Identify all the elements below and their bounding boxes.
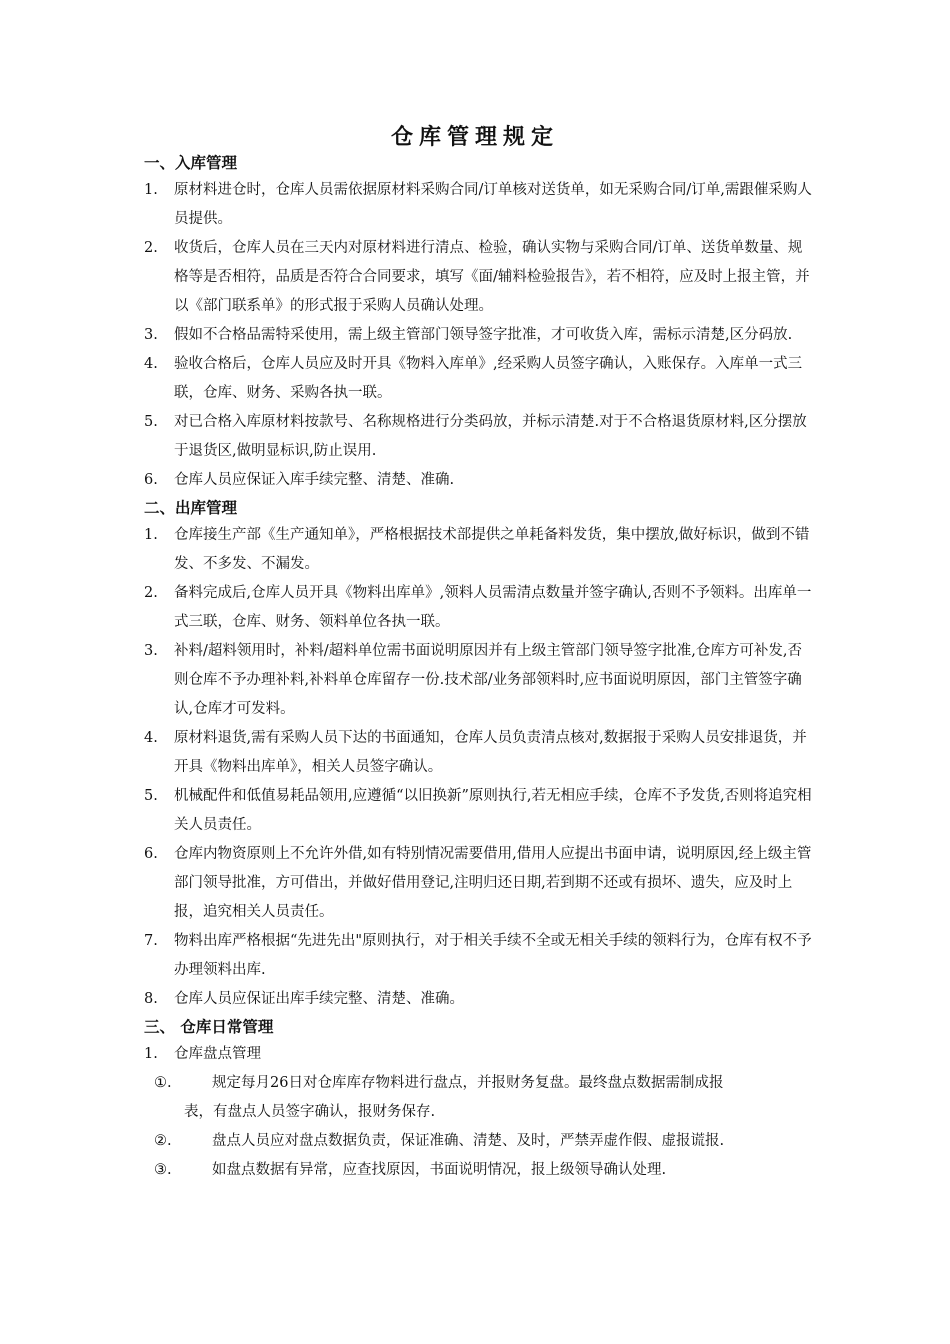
list-item: 4. 验收合格后，仓库人员应及时开具《物料入库单》,经采购人员签字确认，入账保存。入库单一式三联，仓库、财务、采购各执一联。 [144, 356, 803, 401]
sub-list-item: ③. 如盘点数据有异常，应查找原因，书面说明情况，报上级领导确认处理. [154, 1162, 667, 1178]
list-item: 1. 原材料进仓时，仓库人员需依据原材料采购合同/订单核对送货单，如无采购合同/订单,需跟催采购人员提供。 [144, 182, 812, 227]
list-item: 3. 假如不合格品需特采使用，需上级主管部门领导签字批准，才可收货入库，需标示清楚,区分码放. [144, 327, 793, 343]
list-item: 5. 对已合格入库原材料按款号、名称规格进行分类码放，并标示清楚.对于不合格退货原材料,区分摆放于退货区,做明显标识,防止误用. [144, 414, 807, 459]
list-item: 2. 收货后，仓库人员在三天内对原材料进行清点、检验，确认实物与采购合同/订单、送货单数量、规格等是否相符，品质是否符合合同要求，填写《面/辅料检验报告》，若不相符，应及时上报主管，并以《部门联系单》的形式报于采购人员确认处理。 [144, 240, 810, 314]
list-item: 1. 仓库盘点管理 [144, 1046, 261, 1062]
page-title: 仓库管理规定 [390, 124, 559, 150]
list-item: 8. 仓库人员应保证出库手续完整、清楚、准确。 [144, 991, 464, 1007]
list-item: 4. 原材料退货,需有采购人员下达的书面通知，仓库人员负责清点核对,数据报于采购人员安排退货，并开具《物料出库单》，相关人员签字确认。 [144, 730, 807, 775]
section-outbound [144, 495, 816, 1014]
list-item: 2. 备料完成后,仓库人员开具《物料出库单》,领料人员需清点数量并签字确认,否则不予领料。出库单一式三联，仓库、财务、领料单位各执一联。 [144, 585, 812, 630]
list-item: 7. 物料出库严格根据“先进先出"原则执行，对于相关手续不全或无相关手续的领料行为，仓库有权不予办理领料出库. [144, 933, 812, 978]
list-item: 1. 仓库接生产部《生产通知单》，严格根据技术部提供之单耗备料发货，集中摆放,做好标识，做到不错发、不多发、不漏发。 [144, 527, 810, 572]
list-item: 5. 机械配件和低值易耗品领用,应遵循“以旧换新”原则执行,若无相应手续，仓库不予发货,否则将追究相关人员责任。 [144, 788, 812, 833]
section-heading: 一、入库管理 [144, 154, 238, 172]
list-item: 3. 补料/超料领用时，补料/超料单位需书面说明原因并有上级主管部门领导签字批准,仓库方可补发,否则仓库不予办理补料,补料单仓库留存一份.技术部/业务部领料时,应书面说明原因，部门主管签字确认,仓库才可发料。 [144, 643, 802, 717]
sub-list-item-continued: 表，有盘点人员签字确认，报财务保存. [184, 1104, 436, 1120]
section-heading: 二、出库管理 [144, 499, 238, 517]
section-heading: 三、 仓库日常管理 [144, 1018, 274, 1036]
list-item: 6. 仓库内物资原则上不允许外借,如有特别情况需要借用,借用人应提出书面申请，说明原因,经上级主管部门领导批准，方可借出，并做好借用登记,注明归还日期,若到期不还或有损坏、遗失，应及时上报，追究相关人员责任。 [144, 846, 812, 920]
section-inbound [144, 150, 816, 495]
section-daily [144, 1014, 816, 1185]
document-body [144, 150, 816, 1185]
sub-list-item: ②. 盘点人员应对盘点数据负责，保证准确、清楚、及时，严禁弄虚作假、虚报谎报. [154, 1133, 725, 1149]
list-item: 6. 仓库人员应保证入库手续完整、清楚、准确. [144, 472, 455, 488]
sub-list-item: ①. 规定每月26日对仓库库存物料进行盘点，并报财务复盘。最终盘点数据需制成报 [154, 1075, 724, 1091]
